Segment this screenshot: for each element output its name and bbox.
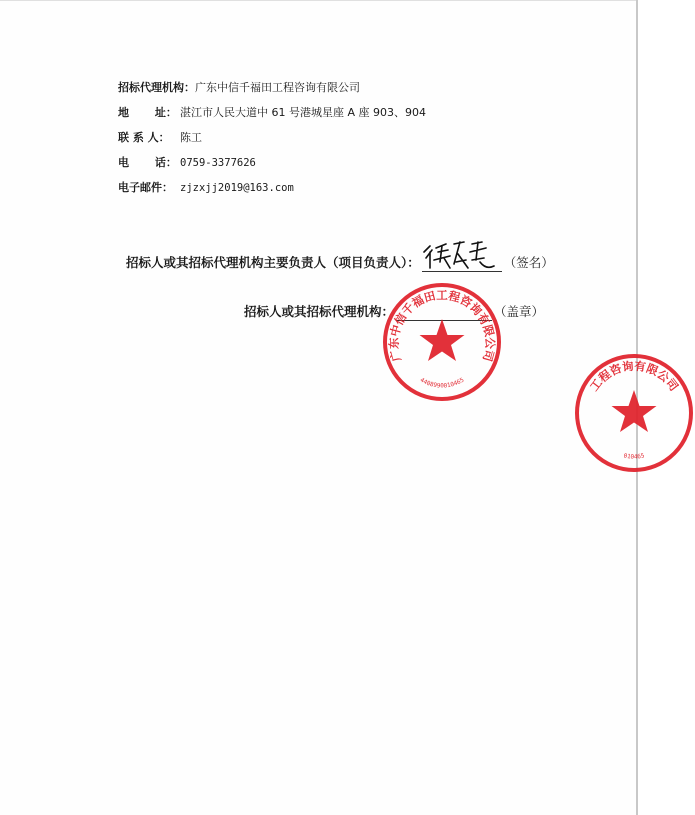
address-row bbox=[118, 105, 426, 121]
partial-seal-text: 工程咨询有限公司 bbox=[586, 358, 682, 394]
seal-number: 4408990010465 bbox=[418, 376, 466, 390]
signature-line-label: 招标人或其招标代理机构主要负责人（项目负责人）： bbox=[126, 255, 420, 270]
phone-label: 电 话： bbox=[118, 156, 177, 169]
address-label: 地 址： bbox=[118, 106, 177, 119]
svg-text:4408990010465 bbox=[419, 376, 466, 389]
svg-text:工程咨询有限公司 bbox=[587, 359, 681, 394]
contact-value: 陈工 bbox=[180, 131, 202, 144]
email-row bbox=[118, 180, 294, 196]
signature-line-suffix: （签名） bbox=[503, 255, 554, 270]
address-value: 湛江市人民大道中 61 号港城星座 A 座 903、904 bbox=[180, 106, 426, 119]
phone-row bbox=[118, 155, 256, 171]
seal-line-label: 招标人或其招标代理机构： bbox=[244, 304, 395, 319]
email-value: zjzxjj2019@163.com bbox=[180, 182, 294, 194]
partial-seal bbox=[573, 352, 695, 474]
page-top-edge bbox=[0, 0, 638, 1]
partial-seal-number: 010465 bbox=[622, 452, 646, 461]
handwritten-signature bbox=[420, 238, 500, 274]
email-label: 电子邮件： bbox=[118, 181, 173, 194]
contact-label: 联 系 人： bbox=[118, 131, 170, 144]
company-seal bbox=[381, 281, 503, 403]
phone-value: 0759-3377626 bbox=[180, 157, 256, 169]
svg-text:010465 bbox=[623, 452, 646, 460]
agency-row bbox=[118, 80, 360, 96]
agency-label: 招标代理机构： bbox=[118, 81, 195, 94]
agency-value: 广东中信千福田工程咨询有限公司 bbox=[195, 81, 360, 94]
seal-line-suffix: （盖章） bbox=[494, 304, 545, 319]
contact-row bbox=[118, 130, 202, 146]
seal-text: 广东中信千福田工程咨询有限公司 bbox=[386, 288, 498, 364]
